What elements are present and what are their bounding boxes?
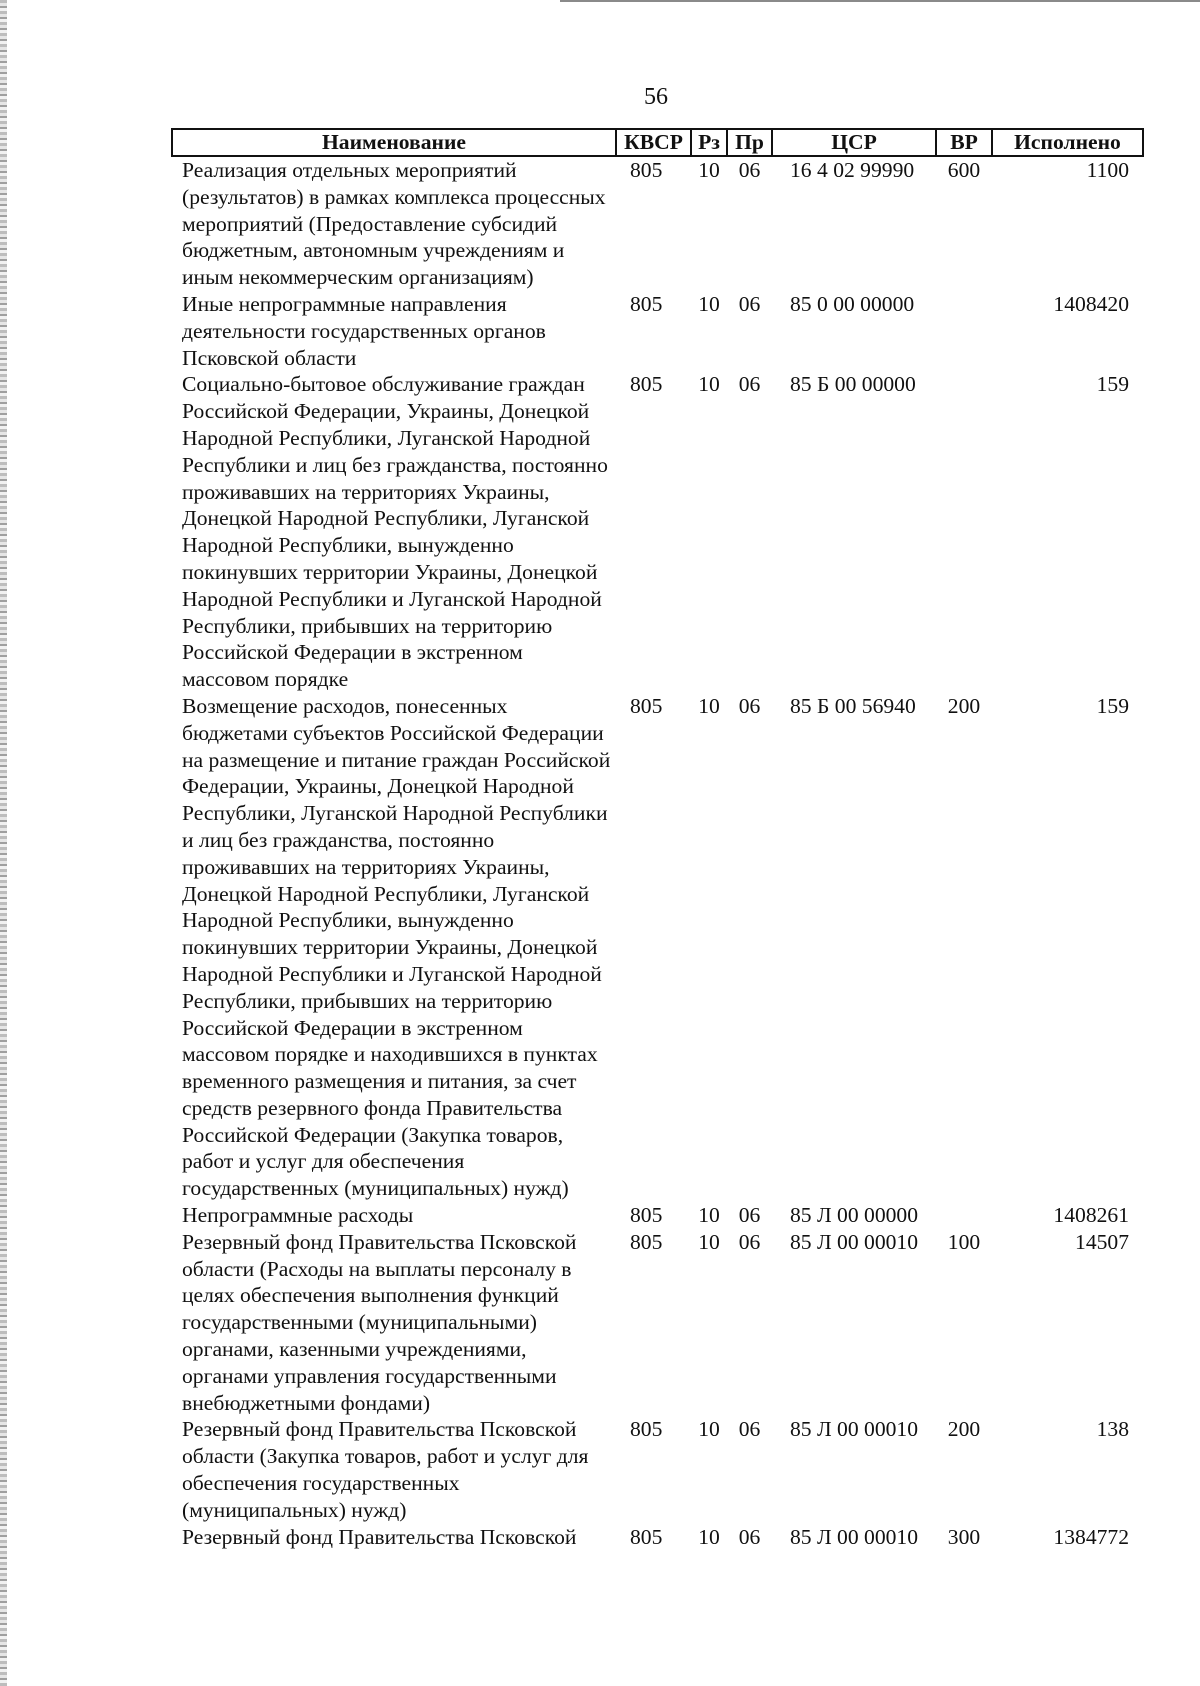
cell-vr bbox=[936, 291, 992, 371]
cell-executed: 14507 bbox=[1075, 1229, 1129, 1254]
cell-csr: 85 0 00 00000 bbox=[790, 291, 915, 316]
header-kvsr: КВСР bbox=[616, 129, 691, 156]
cell-executed: 1100 bbox=[1086, 158, 1129, 182]
cell-vr: 300 bbox=[947, 1524, 981, 1549]
table-row bbox=[172, 291, 1143, 371]
cell-name: Резервный фонд Правительства Псковской bbox=[182, 1524, 577, 1549]
table-row bbox=[172, 1524, 1143, 1551]
cell-pr: 06 bbox=[738, 1229, 761, 1254]
cell-csr: 85 Л 00 00010 bbox=[790, 1524, 919, 1549]
cell-kvsr: 805 bbox=[630, 158, 663, 182]
cell-vr bbox=[936, 1202, 992, 1229]
cell-executed: 159 bbox=[1096, 372, 1129, 397]
cell-vr: 200 bbox=[947, 1417, 981, 1442]
cell-name: Социально-бытовое обслуживание граждан Российской Федерации, Украины, Донецкой Народной Республики, Луганской Народной Республики и лиц без гражданства, постоянно проживавших на территориях Украины, Донецкой Народной Республики, Луганской Народной Республики, вынужденно покинувших территории Украины, Донецкой Народной Республики и Луганской Народной Республики, прибывших на территорию Российской Федерации в экстренном массовом порядке bbox=[182, 372, 608, 692]
header-csr: ЦСР bbox=[772, 129, 936, 156]
cell-rz: 10 bbox=[698, 158, 720, 182]
table-row bbox=[172, 371, 1143, 693]
table-row bbox=[172, 156, 1143, 291]
header-vr: ВР bbox=[936, 129, 992, 156]
cell-kvsr: 805 bbox=[630, 1417, 663, 1442]
cell-kvsr: 805 bbox=[630, 693, 663, 718]
cell-pr: 06 bbox=[738, 291, 761, 316]
budget-execution-table bbox=[171, 128, 1144, 1550]
cell-pr: 06 bbox=[738, 693, 761, 718]
cell-kvsr: 805 bbox=[630, 1524, 663, 1549]
cell-rz: 10 bbox=[698, 693, 720, 718]
header-rz: Рз bbox=[691, 129, 727, 156]
cell-rz: 10 bbox=[698, 1229, 720, 1254]
scan-edge-top bbox=[560, 0, 1200, 2]
cell-csr: 16 4 02 99990 bbox=[790, 158, 915, 182]
cell-kvsr: 805 bbox=[630, 1203, 663, 1228]
cell-kvsr: 805 bbox=[630, 291, 663, 316]
scan-edge-left bbox=[0, 0, 7, 1686]
cell-csr: 85 Б 00 00000 bbox=[790, 372, 916, 397]
cell-name: Резервный фонд Правительства Псковской области (Закупка товаров, работ и услуг для обеспечения государственных (муниципальных) нужд) bbox=[182, 1417, 589, 1522]
cell-executed: 1408420 bbox=[1053, 291, 1129, 316]
cell-rz: 10 bbox=[698, 372, 720, 397]
cell-name: Иные непрограммные направления деятельности государственных органов Псковской области bbox=[182, 291, 546, 370]
cell-rz: 10 bbox=[698, 1203, 720, 1228]
cell-vr: 200 bbox=[947, 693, 981, 718]
cell-name: Резервный фонд Правительства Псковской области (Расходы на выплаты персоналу в целях обеспечения выполнения функций государственными (муниципальными) органами, казенными учреждениями, органами управления государственными внебюджетными фондами) bbox=[182, 1229, 577, 1415]
cell-csr: 85 Л 00 00000 bbox=[790, 1203, 919, 1228]
table-row bbox=[172, 693, 1143, 1202]
cell-rz: 10 bbox=[698, 1524, 720, 1549]
page-number: 56 bbox=[644, 84, 668, 110]
cell-kvsr: 805 bbox=[630, 372, 663, 397]
cell-pr: 06 bbox=[738, 372, 761, 397]
cell-rz: 10 bbox=[698, 1417, 720, 1442]
table-header bbox=[172, 129, 1143, 156]
cell-csr: 85 Л 00 00010 bbox=[790, 1417, 919, 1442]
cell-executed: 159 bbox=[1096, 693, 1129, 718]
cell-name: Реализация отдельных мероприятий (результатов) в рамках комплекса процессных мероприятий (Предоставление субсидий бюджетным, автономным учреждениям и иным некоммерческим организациям) bbox=[182, 158, 606, 290]
cell-rz: 10 bbox=[698, 291, 720, 316]
cell-pr: 06 bbox=[738, 1417, 761, 1442]
cell-pr: 06 bbox=[738, 1524, 761, 1549]
cell-pr: 06 bbox=[738, 1203, 761, 1228]
table-body bbox=[172, 156, 1143, 1550]
header-executed: Исполнено bbox=[992, 129, 1143, 156]
cell-pr: 06 bbox=[738, 158, 761, 182]
header-name: Наименование bbox=[172, 129, 616, 156]
cell-kvsr: 805 bbox=[630, 1229, 663, 1254]
cell-vr: 600 bbox=[947, 158, 981, 182]
cell-vr: 100 bbox=[947, 1229, 981, 1254]
cell-name: Непрограммные расходы bbox=[182, 1203, 414, 1228]
cell-name: Возмещение расходов, понесенных бюджетами субъектов Российской Федерации на размещение и питание граждан Российской Федерации, Украины, Донецкой Народной Республики, Луганской Народной Республики и лиц без гражданства, постоянно проживавших на территориях Украины, Донецкой Народной Республики, Луганской Народной Республики, вынужденно покинувших территории Украины, Донецкой Народной Республики и Луганской Народной Республики, прибывших на территорию Российской Федерации в экстренном массовом порядке и находившихся в пунктах временного размещения и питания, за счет средств резервного фонда Правительства Российской Федерации (Закупка товаров, работ и услуг для обеспечения государственных (муниципальных) нужд) bbox=[182, 693, 611, 1201]
table-row bbox=[172, 1202, 1143, 1229]
table-row bbox=[172, 1416, 1143, 1523]
cell-csr: 85 Б 00 56940 bbox=[790, 693, 916, 718]
header-row bbox=[172, 129, 1143, 156]
cell-executed: 138 bbox=[1096, 1417, 1129, 1442]
table-row bbox=[172, 1229, 1143, 1417]
cell-executed: 1408261 bbox=[1053, 1203, 1129, 1228]
cell-vr bbox=[936, 371, 992, 693]
cell-executed: 1384772 bbox=[1053, 1524, 1129, 1549]
cell-csr: 85 Л 00 00010 bbox=[790, 1229, 919, 1254]
header-pr: Пр bbox=[727, 129, 772, 156]
